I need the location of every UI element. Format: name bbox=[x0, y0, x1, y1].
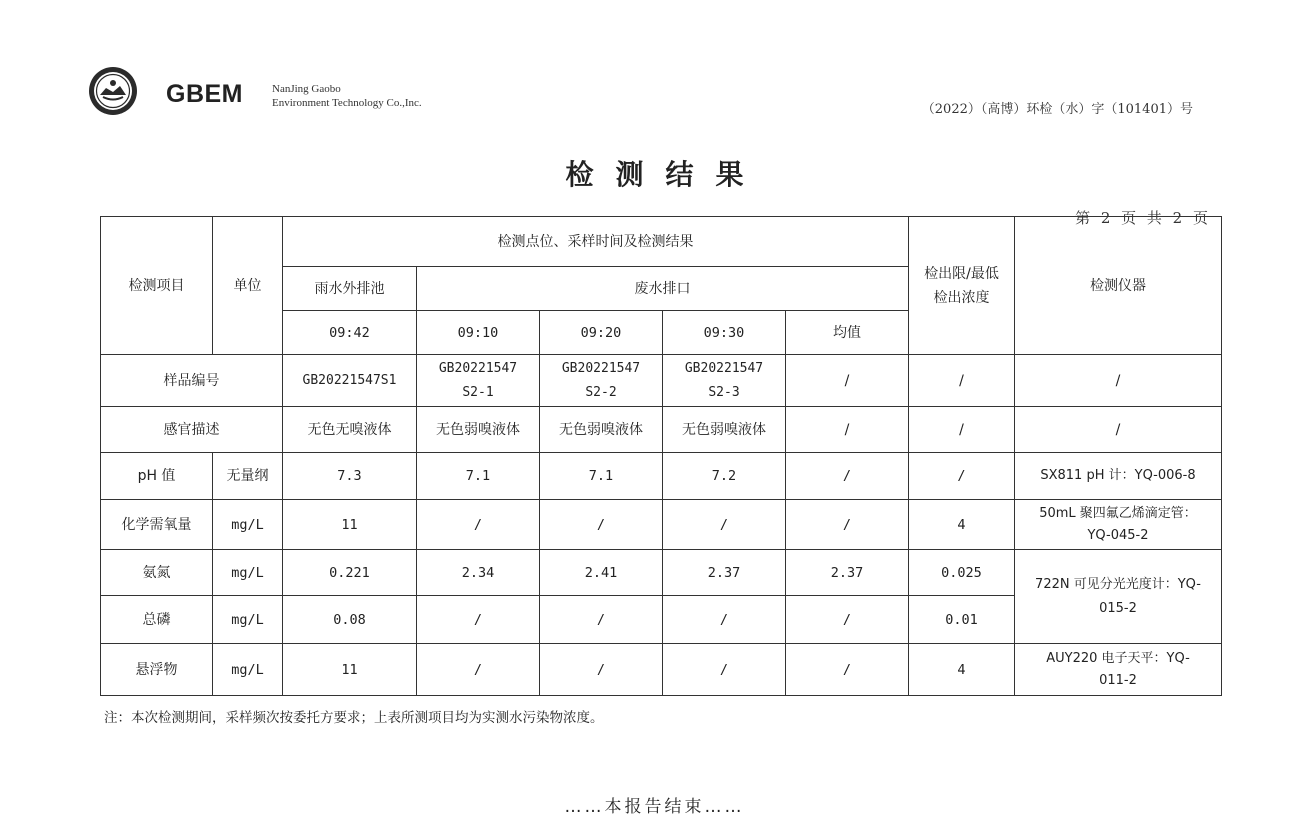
limit-cell: 0.01 bbox=[909, 596, 1015, 644]
unit-cell: mg/L bbox=[213, 500, 283, 550]
unit-cell: mg/L bbox=[213, 644, 283, 696]
table-row bbox=[101, 500, 1222, 550]
header-item: 检测项目 bbox=[101, 217, 213, 355]
item-cell: 氨氮 bbox=[101, 550, 213, 596]
instrument-cell: / bbox=[1015, 355, 1222, 407]
value-cell: 11 bbox=[283, 500, 417, 550]
sensory-cell: 无色弱嗅液体 bbox=[417, 407, 540, 453]
instrument-cell: SX811 pH 计：YQ-006-8 bbox=[1015, 453, 1222, 500]
limit-cell: / bbox=[909, 407, 1015, 453]
page-number: 第 2 页 共 2 页 bbox=[1075, 209, 1211, 227]
value-cell: 0.221 bbox=[283, 550, 417, 596]
instrument-text: 722N 可见分光光度计：YQ-015-2 bbox=[1035, 576, 1201, 616]
company-seal-logo bbox=[88, 66, 138, 116]
brand-name: GBEM bbox=[166, 80, 243, 108]
value-cell: / bbox=[417, 596, 540, 644]
header-time: 09:30 bbox=[663, 311, 786, 355]
limit-cell: / bbox=[909, 453, 1015, 500]
header-time: 09:20 bbox=[540, 311, 663, 355]
value-cell: 7.1 bbox=[417, 453, 540, 500]
result-table bbox=[100, 216, 1222, 696]
report-end-mark: ……本报告结束…… bbox=[564, 797, 745, 817]
report-number: （2022）（高博）环检（水）字（101401）号 bbox=[921, 102, 1193, 117]
value-cell: / bbox=[540, 644, 663, 696]
header-group: 检测点位、采样时间及检测结果 bbox=[283, 217, 909, 267]
value-cell: 7.1 bbox=[540, 453, 663, 500]
sample-id-cell bbox=[663, 355, 786, 407]
item-cell: 总磷 bbox=[101, 596, 213, 644]
table-row bbox=[101, 453, 1222, 500]
sensory-cell: 无色弱嗅液体 bbox=[663, 407, 786, 453]
header-mean: 均值 bbox=[786, 311, 909, 355]
unit-cell: 无量纲 bbox=[213, 453, 283, 500]
header-instrument: 检测仪器 bbox=[1015, 217, 1222, 355]
value-cell: / bbox=[663, 644, 786, 696]
header-time: 09:42 bbox=[283, 311, 417, 355]
instrument-text: 50mL 聚四氟乙烯滴定管：YQ-045-2 bbox=[1039, 505, 1197, 543]
item-cell: pH 值 bbox=[101, 453, 213, 500]
header-point-waste: 废水排口 bbox=[417, 267, 909, 311]
limit-cell: 0.025 bbox=[909, 550, 1015, 596]
value-cell: / bbox=[786, 644, 909, 696]
limit-cell: / bbox=[909, 355, 1015, 407]
value-cell: / bbox=[417, 644, 540, 696]
instrument-cell bbox=[1015, 644, 1222, 696]
instrument-cell: / bbox=[1015, 407, 1222, 453]
table-row bbox=[101, 550, 1222, 596]
row-label-sample-id: 样品编号 bbox=[101, 355, 283, 407]
table-note: 注：本次检测期间，采样频次按委托方要求；上表所测项目均为实测水污染物浓度。 bbox=[104, 710, 604, 726]
value-cell: / bbox=[663, 500, 786, 550]
sample-id-text: GB20221547 S2-1 bbox=[438, 360, 518, 400]
value-cell: / bbox=[540, 500, 663, 550]
unit-cell: mg/L bbox=[213, 550, 283, 596]
instrument-cell-shared bbox=[1015, 550, 1222, 644]
header-point-rain: 雨水外排池 bbox=[283, 267, 417, 311]
unit-cell: mg/L bbox=[213, 596, 283, 644]
sensory-cell: 无色无嗅液体 bbox=[283, 407, 417, 453]
item-cell: 化学需氧量 bbox=[101, 500, 213, 550]
row-label-sensory: 感官描述 bbox=[101, 407, 283, 453]
value-cell: 11 bbox=[283, 644, 417, 696]
value-cell: / bbox=[417, 500, 540, 550]
value-cell: / bbox=[540, 596, 663, 644]
company-name-line1: NanJing Gaobo bbox=[272, 83, 341, 95]
value-cell: 7.2 bbox=[663, 453, 786, 500]
sample-id-cell bbox=[540, 355, 663, 407]
sample-id-text: GB20221547 S2-2 bbox=[561, 360, 641, 400]
value-cell: 0.08 bbox=[283, 596, 417, 644]
value-cell: 2.41 bbox=[540, 550, 663, 596]
item-cell: 悬浮物 bbox=[101, 644, 213, 696]
header-unit: 单位 bbox=[213, 217, 283, 355]
value-cell: 2.34 bbox=[417, 550, 540, 596]
limit-cell: 4 bbox=[909, 500, 1015, 550]
sample-id-text: GB20221547 S2-3 bbox=[684, 360, 764, 400]
value-cell: / bbox=[663, 596, 786, 644]
table-row bbox=[101, 407, 1222, 453]
value-cell: / bbox=[786, 500, 909, 550]
header-limit bbox=[909, 217, 1015, 355]
value-cell: / bbox=[786, 596, 909, 644]
limit-cell: 4 bbox=[909, 644, 1015, 696]
instrument-text: AUY220 电子天平：YQ-011-2 bbox=[1046, 650, 1190, 688]
sample-id-cell: GB20221547S1 bbox=[283, 355, 417, 407]
sensory-cell: / bbox=[786, 407, 909, 453]
value-cell: 7.3 bbox=[283, 453, 417, 500]
instrument-cell bbox=[1015, 500, 1222, 550]
header-limit-text: 检出限/最低检出浓度 bbox=[924, 265, 999, 306]
sample-id-cell: / bbox=[786, 355, 909, 407]
company-name-line2: Environment Technology Co.,Inc. bbox=[272, 97, 422, 109]
value-cell: 2.37 bbox=[663, 550, 786, 596]
value-cell: / bbox=[786, 453, 909, 500]
sample-id-cell bbox=[417, 355, 540, 407]
value-cell: 2.37 bbox=[786, 550, 909, 596]
sensory-cell: 无色弱嗅液体 bbox=[540, 407, 663, 453]
company-name bbox=[272, 82, 422, 110]
document-title: 检测结果 bbox=[565, 158, 766, 191]
table-row bbox=[101, 355, 1222, 407]
table-row bbox=[101, 644, 1222, 696]
header-time: 09:10 bbox=[417, 311, 540, 355]
